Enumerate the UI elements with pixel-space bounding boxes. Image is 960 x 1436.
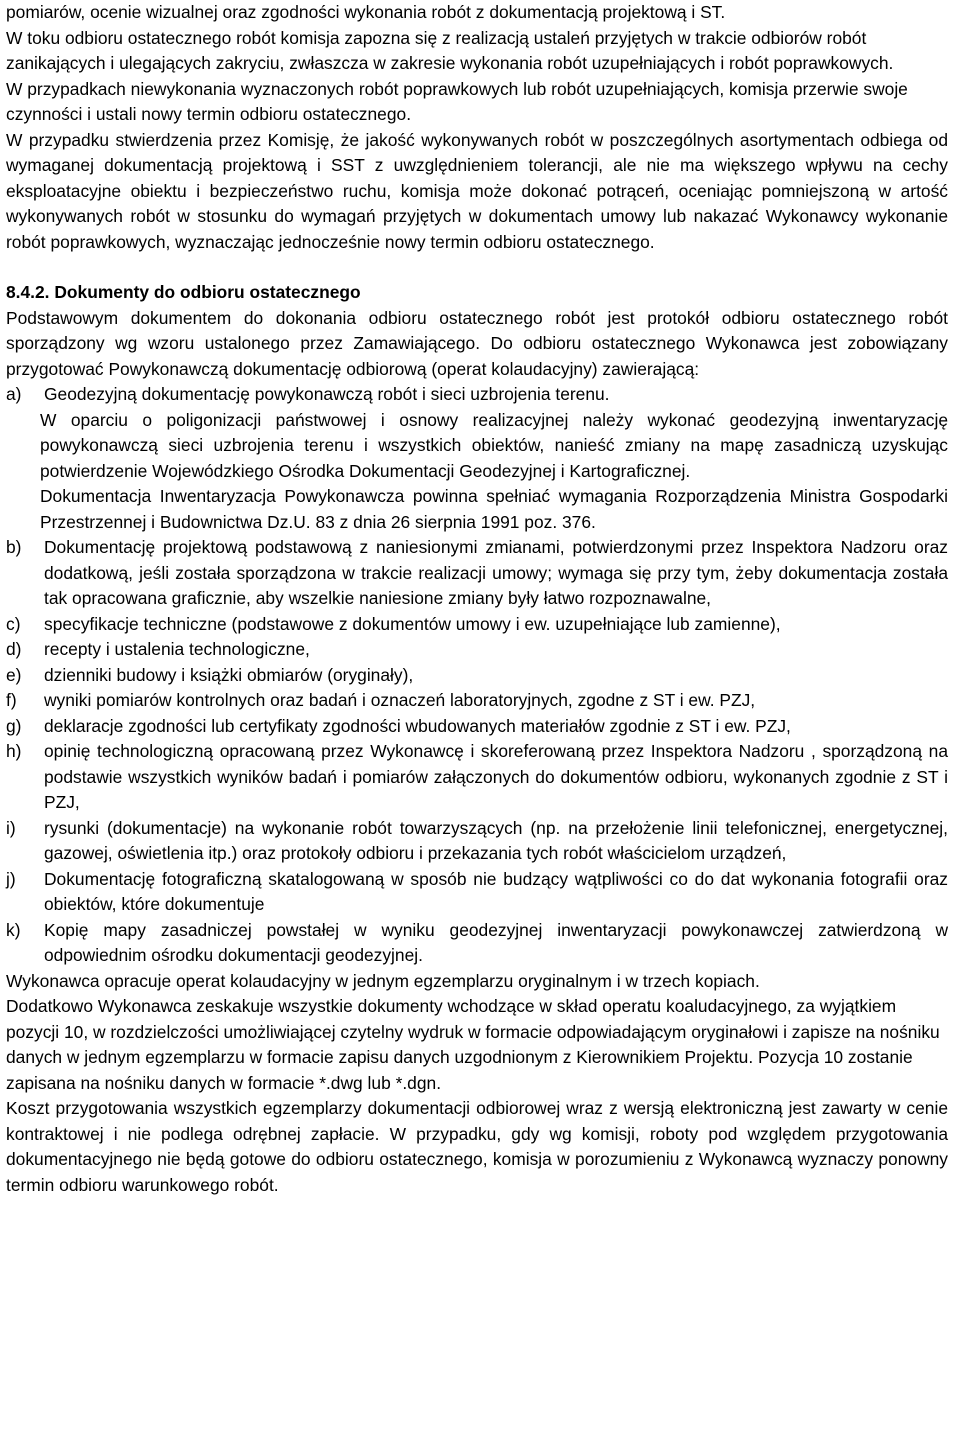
paragraph-copies: Wykonawca opracuje operat kolaudacyjny w jednym egzemplarzu oryginalnym i w trzech kopiach. — [6, 970, 760, 991]
list-item-j — [6, 867, 948, 918]
list-letter: f) — [6, 690, 17, 710]
list-item-h — [6, 739, 948, 816]
section-intro: Podstawowym dokumentem do dokonania odbioru ostatecznego robót jest protokół odbioru ostatecznego robót sporządzony wg wzoru ustalonego przez Zamawiającego. Do odbioru ostatecznego Wykonawca jest zobowiązany przygotować Powykonawczą dokumentację odbiorową (operat kolaudacyjny) zawierającą: — [6, 307, 948, 379]
list-text: wyniki pomiarów kontrolnych oraz badań i oznaczeń laboratoryjnych, zgodne z ST i ew. PZJ, — [44, 690, 756, 710]
paragraph-intro-tail: pomiarów, ocenie wizualnej oraz zgodności wykonania robót z dokumentacją projektową i ST. — [6, 2, 726, 22]
document-page — [6, 0, 948, 1198]
list-text: deklaracje zgodności lub certyfikaty zgodności wbudowanych materiałów zgodnie z ST i ew. PZJ, — [44, 715, 791, 736]
paragraph-final-acceptance-review: W toku odbioru ostatecznego robót komisja zapozna się z realizacją ustaleń przyjętych w trakcie odbiorów robót zanikających i ulegających zakryciu, zwłaszcza w zakresie wykonania robót uzupełniających i robót poprawkowych. — [6, 27, 894, 73]
list-text: rysunki (dokumentacje) na wykonanie robót towarzyszących (np. na przełożenie linii telefonicznej, energetycznej, gazowej, oświetlenia itp.) oraz protokoły odbioru i przekazania tych robót właścicielom urządzeń, — [44, 817, 948, 863]
list-text: Kopię mapy zasadniczej powstałej w wyniku geodezyjnej inwentaryzacji powykonawczej zatwierdzoną w odpowiednim ośrodku dokumentacji geodezyjnej. — [44, 919, 948, 965]
list-item-b — [6, 535, 948, 612]
section-number: 8.4.2. — [6, 282, 50, 302]
paragraph-electronic-version: Dodatkowo Wykonawca zeskakuje wszystkie dokumenty wchodzące w skład operatu koaludacyjnego, za wyjątkiem pozycji 10, w rozdzielczości umożliwiającej czytelny wydruk w formacie odpowiadającym oryginałowi i zapisze na nośniku danych w jednym egzemplarzu w formacie zapisu danych uzgodnionym z Kierownikiem Projektu. Pozycja 10 zostanie zapisana na nośniku danych w formacie *.dwg lub *.dgn. — [6, 996, 940, 1093]
list-item-a-detail-2: Dokumentacja Inwentaryzacja Powykonawcza powinna spełniać wymagania Rozporządzenia Ministra Gospodarki Przestrzennej i Budownictwa Dz.U. 83 z dnia 26 sierpnia 1991 poz. 376. — [40, 486, 948, 532]
spacer — [6, 255, 948, 280]
list-letter: e) — [6, 664, 22, 685]
list-letter: j) — [6, 868, 16, 889]
list-text: dzienniki budowy i książki obmiarów (oryginały), — [44, 664, 414, 685]
list-text: Dokumentację fotograficzną skatalogowaną w sposób nie budzący wątpliwości co do dat wykonania fotografii oraz obiektów, które dokumentuje — [44, 868, 948, 914]
list-text: Geodezyjną dokumentację powykonawczą robót i sieci uzbrojenia terenu. — [44, 384, 610, 404]
list-item-k — [6, 918, 948, 969]
section-title: Dokumenty do odbioru ostatecznego — [54, 282, 361, 302]
list-item-i — [6, 816, 948, 867]
list-letter: i) — [6, 817, 16, 838]
list-letter: c) — [6, 613, 21, 634]
list-letter: h) — [6, 741, 22, 761]
list-item-g — [6, 714, 948, 740]
list-text: specyfikacje techniczne (podstawowe z dokumentów umowy i ew. uzupełniające lub zamienne), — [44, 613, 781, 634]
section-heading — [6, 280, 948, 306]
list-item-c — [6, 612, 948, 638]
list-letter: g) — [6, 715, 22, 736]
paragraph-quality-deviation: W przypadku stwierdzenia przez Komisję, że jakość wykonywanych robót w poszczególnych asortymentach odbiega od wymaganej dokumentacją projektową i SST z uwzględnieniem tolerancji, ale nie ma większego wpływu na cechy eksploatacyjne obiektu i bezpieczeństwo ruchu, komisja może dokonać potrąceń, oceniając pomniejszoną w artość wykonywanych robót w stosunku do wymagań przyjętych w dokumentach umowy lub nakazać Wykonawcy wykonanie robót poprawkowych, wyznaczając jednocześnie nowy termin odbioru ostatecznego. — [6, 129, 948, 252]
list-text: recepty i ustalenia technologiczne, — [44, 639, 310, 659]
list-text: Dokumentację projektową podstawową z naniesionymi zmianami, potwierdzonymi przez Inspektora Nadzoru oraz dodatkową, jeśli została sporządzona w trakcie realizacji umowy; wymaga się przy tym, żeby dokumentacja została tak opracowana graficznie, aby wszelkie naniesione zmiany były łatwo rozpoznawalne, — [44, 537, 948, 608]
paragraph-cost-and-deadline: Koszt przygotowania wszystkich egzemplarzy dokumentacji odbiorowej wraz z wersją elektroniczną jest zawarty w cenie kontraktowej i nie podlega odrębnej zapłacie. W przypadku, gdy wg komisji, roboty pod względem przygotowania dokumentacyjnego nie będą gotowe do odbioru ostatecznego, komisja w porozumieniu z Wykonawcą wyznaczy ponowny termin odbioru warunkowego robót. — [6, 1098, 948, 1195]
list-item-e — [6, 663, 948, 689]
list-letter: d) — [6, 639, 22, 659]
list-text: opinię technologiczną opracowaną przez Wykonawcę i skoreferowaną przez Inspektora Nadzoru , sporządzoną na podstawie wszystkich wyników badań i pomiarów załączonych do dokumentów odbioru, wykonanych zgodnie z ST i PZJ, — [44, 741, 948, 812]
paragraph-unfinished-works: W przypadkach niewykonania wyznaczonych robót poprawkowych lub robót uzupełniających, komisja przerwie swoje czynności i ustali nowy termin odbioru ostatecznego. — [6, 78, 908, 124]
list-letter: k) — [6, 919, 21, 940]
list-item-a — [6, 382, 948, 408]
list-item-d — [6, 637, 948, 663]
list-letter: a) — [6, 384, 22, 404]
list-item-f — [6, 688, 948, 714]
list-item-a-detail-1: W oparciu o poligonizacji państwowej i osnowy realizacyjnej należy wykonać geodezyjną inwentaryzację powykonawczą sieci uzbrojenia terenu i wszystkich obiektów, nanieść zmiany na mapę zasadniczą uzyskując potwierdzenie Wojewódzkiego Ośrodka Dokumentacji Geodezyjnej i Kartograficznej. — [40, 409, 948, 481]
list-letter: b) — [6, 537, 22, 557]
